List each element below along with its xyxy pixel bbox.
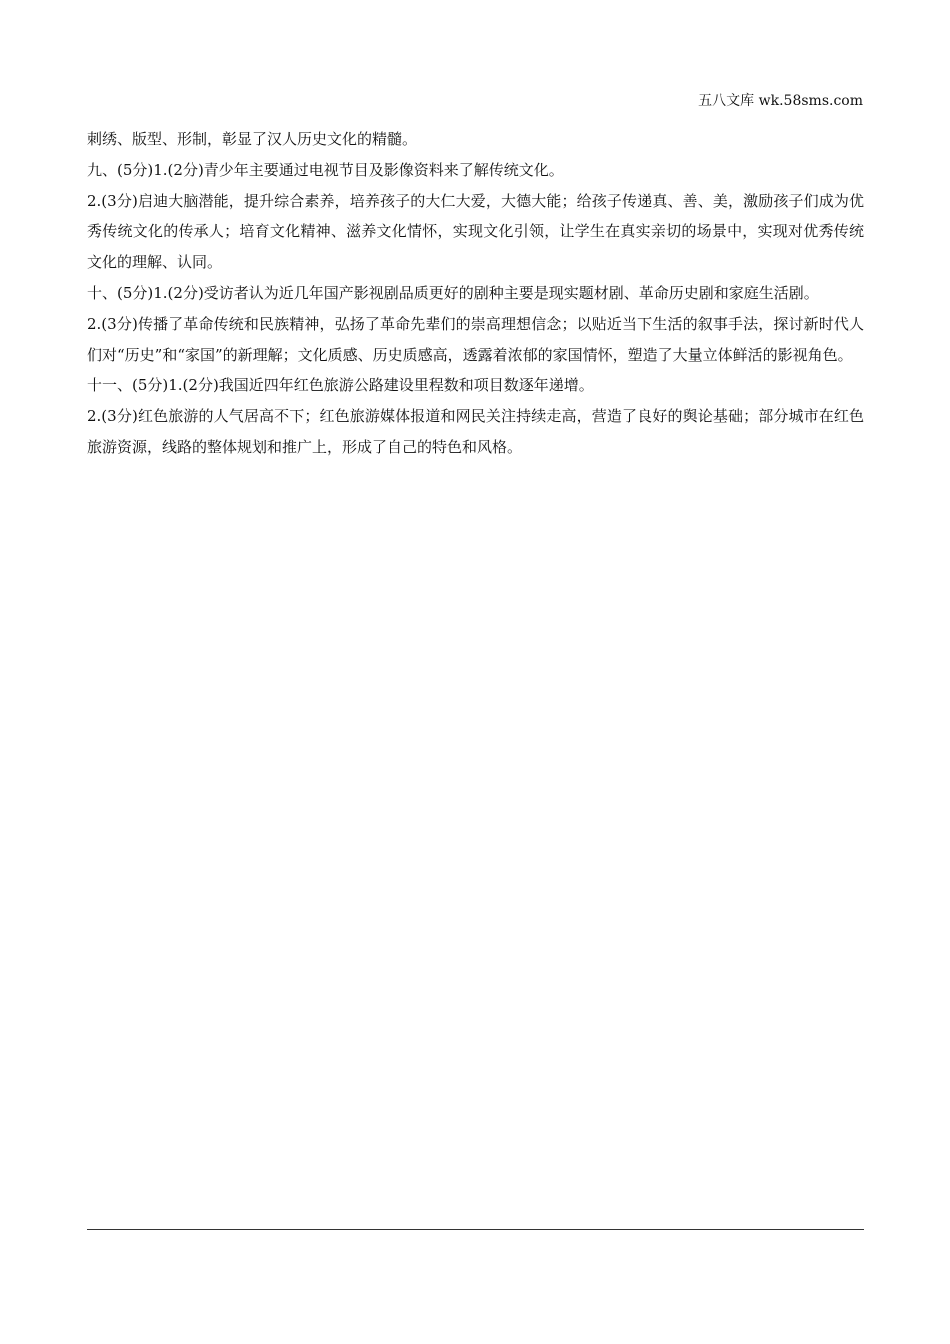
paragraph-q10-part2: 2.(3分)传播了革命传统和民族精神，弘扬了革命先辈们的崇高理想信念；以贴近当下生活的叙事手法，探讨新时代人们对“历史”和“家国”的新理解；文化质感、历史质感高，透露着浓郁的家国情怀，塑造了大量立体鲜活的影视角色。 — [87, 314, 864, 364]
paragraph-q10-part1: 十、(5分)1.(2分)受访者认为近几年国产影视剧品质更好的剧种主要是现实题材剧、革命历史剧和家庭生活剧。 — [87, 283, 819, 302]
paragraph-q11-part2: 2.(3分)红色旅游的人气居高不下；红色旅游媒体报道和网民关注持续走高，营造了良好的舆论基础；部分城市在红色旅游资源，线路的整体规划和推广上，形成了自己的特色和风格。 — [87, 407, 864, 456]
answer-content — [87, 124, 864, 463]
footer-divider — [87, 1229, 864, 1230]
paragraph-continuation: 刺绣、版型、形制，彰显了汉人历史文化的精髓。 — [87, 130, 418, 148]
paragraph-q9-part1: 九、(5分)1.(2分)青少年主要通过电视节目及影像资料来了解传统文化。 — [87, 160, 564, 179]
paragraph-q9-part2: 2.(3分)启迪大脑潜能，提升综合素养，培养孩子的大仁大爱，大德大能；给孩子传递真、善、美，激励孩子们成为优秀传统文化的传承人；培育文化精神、滋养文化情怀，实现文化引领，让学生在真实亲切的场景中，实现对优秀传统文化的理解、认同。 — [87, 191, 864, 272]
page-header-source: 五八文库 wk.58sms.com — [698, 93, 863, 109]
paragraph-q11-part1: 十一、(5分)1.(2分)我国近四年红色旅游公路建设里程数和项目数逐年递增。 — [87, 376, 594, 395]
